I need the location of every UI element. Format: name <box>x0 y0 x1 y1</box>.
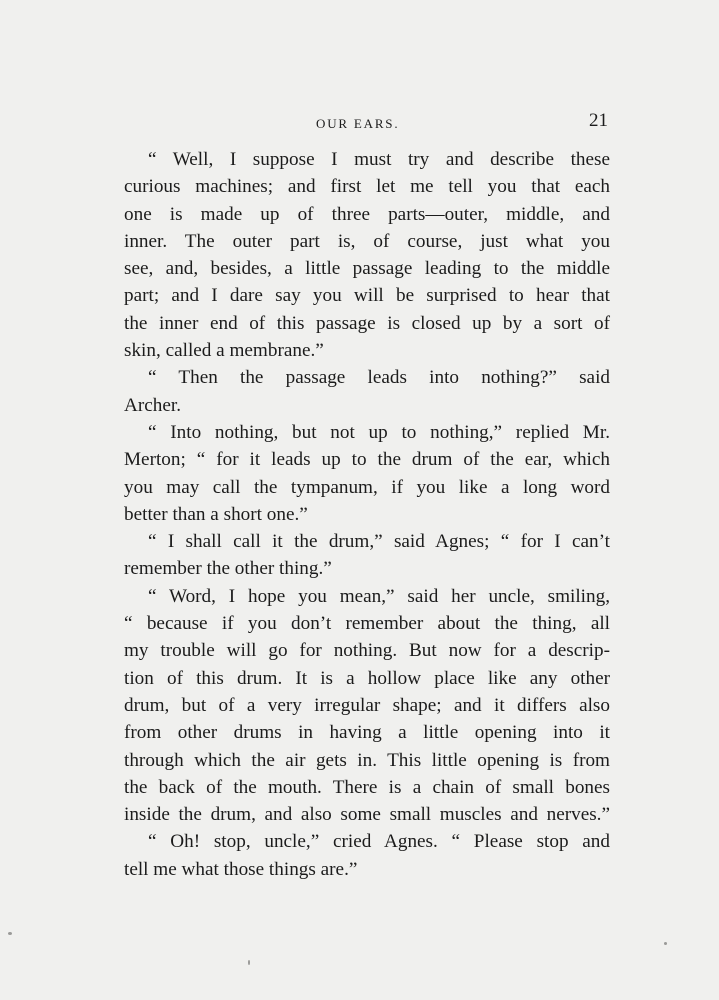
body-text <box>124 146 610 883</box>
text-line: “ Into nothing, but not up to nothing,” replied Mr. <box>148 421 610 443</box>
text-line: tell me what those things are.” <box>124 858 358 880</box>
text-line: the inner end of this passage is closed up by a sort of <box>124 312 610 334</box>
text-line: tion of this drum. It is a hollow place like any other <box>124 667 610 689</box>
text-line: inside the drum, and also some small muscles and nerves.” <box>124 804 610 826</box>
text-line: see, and, besides, a little passage leading to the middle <box>124 258 610 280</box>
text-line: from other drums in having a little opening into it <box>124 722 610 744</box>
text-line: “ Oh! stop, uncle,” cried Agnes. “ Please stop and <box>148 831 610 853</box>
text-line: part; and I dare say you will be surprised to hear that <box>124 285 610 307</box>
text-line: inner. The outer part is, of course, just what you <box>124 230 610 252</box>
text-line: “ Well, I suppose I must try and describe these <box>148 149 610 170</box>
text-line: “ Word, I hope you mean,” said her uncle, smiling, <box>148 585 610 607</box>
text-line: Archer. <box>124 394 181 416</box>
running-title: OUR EARS. <box>316 116 400 131</box>
text-line: remember the other thing.” <box>124 558 332 580</box>
text-line: curious machines; and first let me tell you that each <box>124 176 610 198</box>
text-line: skin, called a membrane.” <box>124 340 324 362</box>
text-line: “ Then the passage leads into nothing?” said <box>148 367 610 389</box>
paper-speck <box>8 932 12 935</box>
text-line: you may call the tympanum, if you like a long word <box>124 476 610 498</box>
text-line: Merton; “ for it leads up to the drum of the ear, which <box>124 449 610 471</box>
page-number: 21 <box>589 110 608 131</box>
paper-speck <box>664 942 667 945</box>
text-line: the back of the mouth. There is a chain of small bones <box>124 776 610 798</box>
paper-speck <box>248 960 250 965</box>
text-line: better than a short one.” <box>124 503 308 525</box>
text-line: through which the air gets in. This little opening is from <box>124 749 610 771</box>
text-line: drum, but of a very irregular shape; and it differs also <box>124 694 610 716</box>
text-line: one is made up of three parts—outer, middle, and <box>124 203 610 225</box>
text-line: my trouble will go for nothing. But now for a descrip- <box>124 640 610 662</box>
page-header <box>124 110 610 134</box>
text-line: “ I shall call it the drum,” said Agnes; “ for I can’t <box>148 531 610 553</box>
text-line: “ because if you don’t remember about the thing, all <box>124 613 610 635</box>
